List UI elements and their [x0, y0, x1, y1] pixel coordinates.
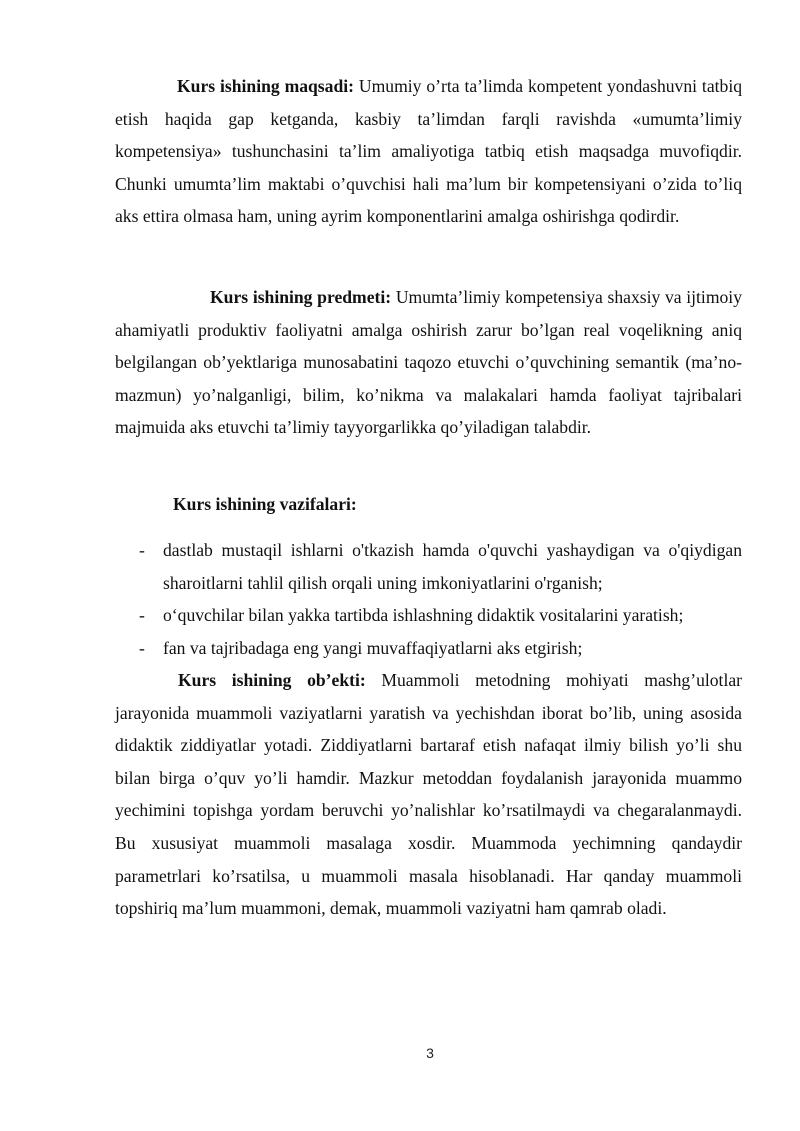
goal-text: Umumiy o’rta ta’limda kompetent yondashuvni tatbiq etish haqida gap ketganda, kasbiy ta’limdan farqli ravishda «umumta’limiy kompetensiya» tushunchasini ta’lim amaliyotiga tatbiq etish maqsadga muvofiqdir. Chunki umumta’lim maktabi o’quvchisi hali ma’lum bir kompetensiyani o’zida to’liq aks ettira olmasa ham, uning ayrim komponentlarini amalga oshirishga qodirdir. [115, 76, 742, 227]
subject-heading: Kurs ishining predmeti: [210, 287, 392, 307]
object-heading: Kurs ishining ob’ekti: [178, 670, 366, 690]
task-item-text: dastlab mustaqil ishlarni o'tkazish hamda o'quvchi yashaydigan va o'qiydigan sharoitlarni tahlil qilish orqali uning imkoniyatlarini o'rganish; [163, 540, 742, 593]
list-item [115, 632, 742, 665]
goal-paragraph [115, 70, 742, 233]
bullet-dash: - [139, 605, 145, 626]
tasks-heading: Kurs ishining vazifalari: [173, 494, 357, 514]
bullet-dash: - [139, 637, 145, 658]
object-text: Muammoli metodning mohiyati mashg’ulotlar jarayonida muammoli vaziyatlarni yaratish va yechishdan iborat bo’lib, uning asosida didaktik ziddiyatlar yotadi. Ziddiyatlarni bartaraf etish nafaqat ilmiy bilish yo’li shu bilan birga o’quv yo’li hamdir. Mazkur metoddan foydalanish jarayonida muammo yechimini topishga yordam beruvchi yo’nalishlar ko’rsatilmaydi va chegaralanmaydi. Bu xususiyat muammoli masalaga xosdir. Muammoda yechimning qandaydir parametrlari ko’rsatilsa, u muammoli masala hisoblanadi. Har qanday muammoli topshiriq ma’lum muammoni, demak, muammoli vaziyatni ham qamrab oladi. [115, 670, 742, 919]
tasks-heading-paragraph [115, 488, 742, 521]
task-list [115, 534, 742, 664]
task-item-text: o‘quvchilar bilan yakka tartibda ishlashning didaktik vositalarini yaratish; [163, 605, 684, 626]
subject-paragraph [115, 281, 742, 444]
list-item [115, 534, 742, 599]
page-number: 3 [426, 1045, 434, 1061]
list-item [115, 599, 742, 632]
bullet-dash: - [139, 540, 145, 560]
subject-text: Umumta’limiy kompetensiya shaxsiy va ijtimoiy ahamiyatli produktiv faoliyatni amalga oshirish zarur bo’lgan real voqelikning aniq belgilangan ob’yektlariga munosabatini taqozo etuvchi o’quvchining semantik (ma’no-mazmun) yo’nalganligi, bilim, ko’nikma va malakalari hamda faoliyat tajribalari majmuida aks etuvchi ta’limiy tayyorgarlikka qo’yiladigan talabdir. [115, 287, 742, 438]
object-paragraph [115, 664, 742, 925]
goal-heading: Kurs ishining maqsadi: [177, 76, 354, 96]
task-item-text: fan va tajribadaga eng yangi muvaffaqiyatlarni aks etgirish; [163, 637, 583, 658]
